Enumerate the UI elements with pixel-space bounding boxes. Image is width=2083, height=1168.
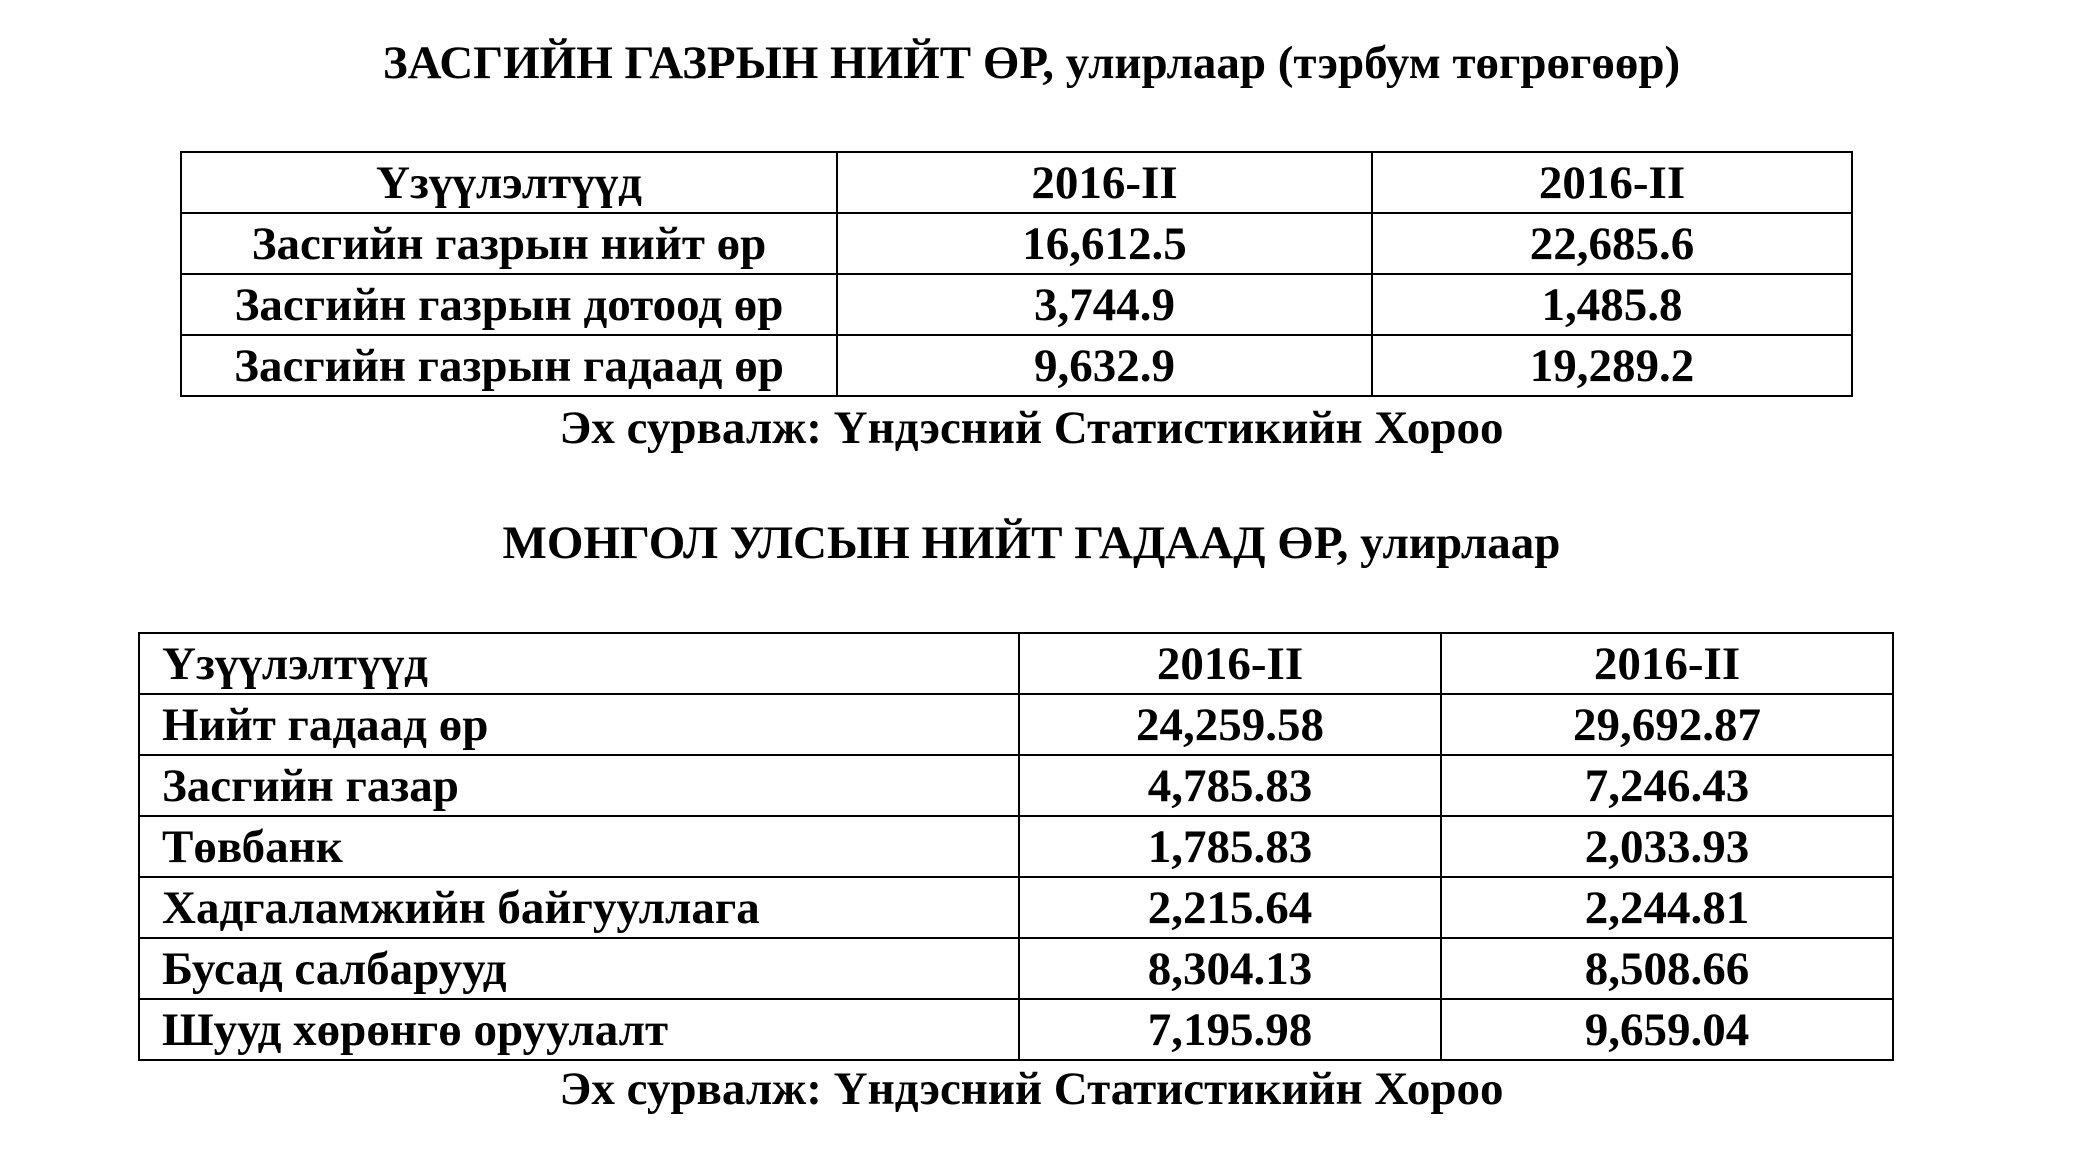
row-value-1: 3,744.9 <box>837 274 1372 335</box>
external-debt-source: Эх сурвалж: Үндэсний Статистикийн Хороо <box>559 1063 1504 1115</box>
table-row <box>181 274 1852 335</box>
row-value-1: 4,785.83 <box>1019 755 1441 816</box>
row-value-2: 29,692.87 <box>1441 694 1893 755</box>
row-value-1: 1,785.83 <box>1019 816 1441 877</box>
row-label: Засгийн газрын гадаад өр <box>181 335 837 396</box>
header-indicators: Үзүүлэлтүүд <box>139 633 1019 694</box>
row-label: Засгийн газрын дотоод өр <box>181 274 837 335</box>
row-label: Засгийн газрын нийт өр <box>181 213 837 274</box>
table-row <box>139 755 1893 816</box>
table-row <box>181 335 1852 396</box>
row-value-2: 19,289.2 <box>1372 335 1852 396</box>
row-label: Засгийн газар <box>139 755 1019 816</box>
row-label: Нийт гадаад өр <box>139 694 1019 755</box>
external-debt-table <box>138 632 1894 1061</box>
government-debt-title-main: ЗАСГИЙН ГАЗРЫН НИЙТ ӨР, <box>382 37 1054 89</box>
government-debt-table <box>180 151 1853 397</box>
row-value-2: 2,033.93 <box>1441 816 1893 877</box>
table-row <box>139 816 1893 877</box>
row-value-2: 8,508.66 <box>1441 938 1893 999</box>
government-debt-source: Эх сурвалж: Үндэсний Статистикийн Хороо <box>559 402 1504 454</box>
row-value-1: 2,215.64 <box>1019 877 1441 938</box>
table-row <box>139 938 1893 999</box>
external-debt-title-main: МОНГОЛ УЛСЫН НИЙТ ГАДААД ӨР, <box>502 517 1349 569</box>
table-row <box>181 213 1852 274</box>
row-value-1: 7,195.98 <box>1019 999 1441 1060</box>
table-header-row <box>181 152 1852 213</box>
row-value-2: 1,485.8 <box>1372 274 1852 335</box>
government-debt-title <box>0 35 2073 91</box>
table-row <box>139 877 1893 938</box>
header-period-2: 2016-II <box>1441 633 1893 694</box>
header-period-2: 2016-II <box>1372 152 1852 213</box>
row-value-1: 8,304.13 <box>1019 938 1441 999</box>
row-label: Хадгаламжийн байгууллага <box>139 877 1019 938</box>
government-debt-title-subtitle: улирлаар (тэрбум төгрөгөөр) <box>1053 37 1681 89</box>
header-period-1: 2016-II <box>837 152 1372 213</box>
row-label: Бусад салбарууд <box>139 938 1019 999</box>
table-header-row <box>139 633 1893 694</box>
external-debt-title <box>0 515 2073 571</box>
row-value-1: 16,612.5 <box>837 213 1372 274</box>
external-debt-title-subtitle: улирлаар <box>1348 517 1561 569</box>
header-period-1: 2016-II <box>1019 633 1441 694</box>
table-row <box>139 999 1893 1060</box>
row-label: Шууд хөрөнгө оруулалт <box>139 999 1019 1060</box>
row-value-1: 9,632.9 <box>837 335 1372 396</box>
row-value-1: 24,259.58 <box>1019 694 1441 755</box>
row-value-2: 9,659.04 <box>1441 999 1893 1060</box>
row-value-2: 7,246.43 <box>1441 755 1893 816</box>
row-value-2: 22,685.6 <box>1372 213 1852 274</box>
row-label: Төвбанк <box>139 816 1019 877</box>
header-indicators: Үзүүлэлтүүд <box>181 152 837 213</box>
table-row <box>139 694 1893 755</box>
row-value-2: 2,244.81 <box>1441 877 1893 938</box>
